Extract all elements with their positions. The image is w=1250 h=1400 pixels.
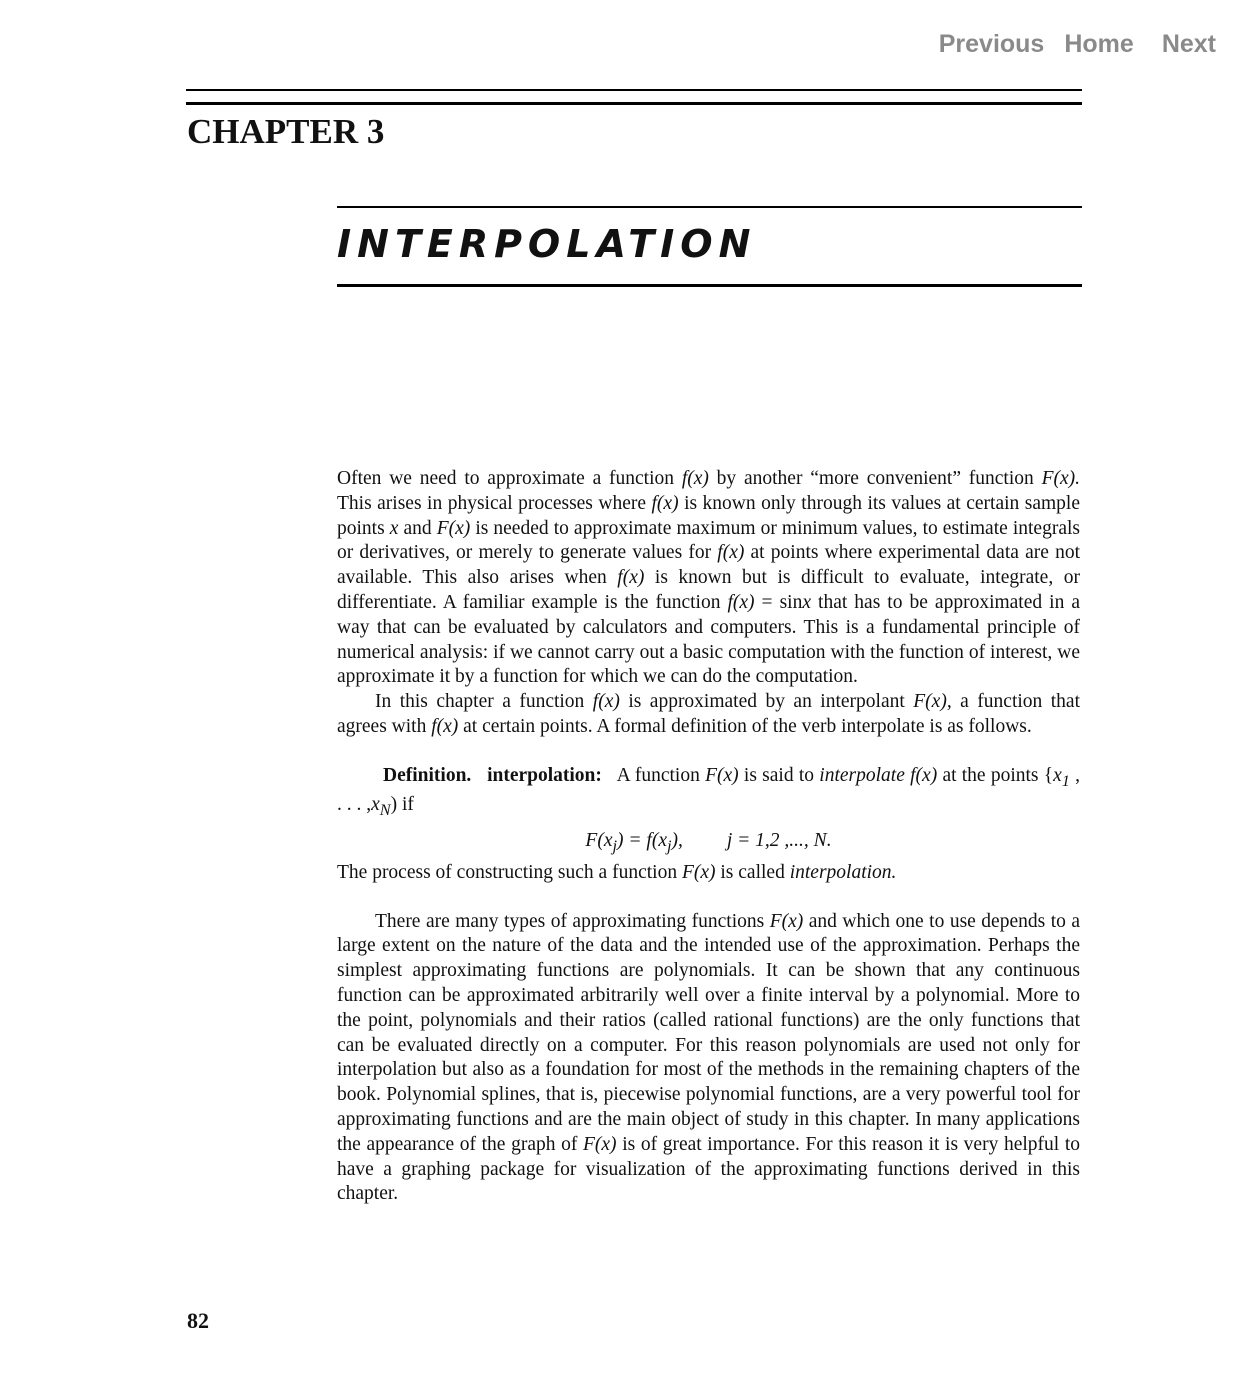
math: f(x) xyxy=(431,715,459,737)
math: f(x) xyxy=(727,591,755,613)
subscript: j xyxy=(666,837,672,856)
paragraph-intro xyxy=(337,467,1080,690)
equation-part: ), xyxy=(671,830,683,852)
math: f(x) xyxy=(617,567,645,589)
text: and which one to use depends to a large extent on the nature of the data and the intended use of the approximation. Perhaps the simplest approximating functions are polynomials. It can be shown that any continuous function can be approximated arbitrarily well over a finite interval by a polynomial. More to the point, polynomials and their ratios (called rational functions) are the only functions that can be evaluated directly on a computer. For this reason polynomials are used not only for interpolation but also as a foundation for most of the methods in the remaining chapters of the book. Polynomial splines, that is, piecewise polynomial functions, are a very powerful tool for approximating functions and are the main object of study in this chapter. In many applications the appearance of the graph of xyxy=(337,910,1080,1155)
text: is approximated by an interpolant xyxy=(619,691,914,713)
text: is called xyxy=(715,861,790,883)
text: This arises in physical processes where xyxy=(337,492,652,514)
math: x xyxy=(802,591,811,613)
emphasis: interpolation. xyxy=(789,861,897,883)
text: is said to xyxy=(738,764,820,786)
text: There are many types of approximating functions xyxy=(375,910,770,932)
math: F(x). xyxy=(1041,468,1080,489)
definition-block xyxy=(337,764,1080,823)
subscript: 1 xyxy=(1061,771,1070,790)
text: The process of constructing such a function xyxy=(337,861,682,883)
navigation xyxy=(939,30,1216,59)
chapter-label: CHAPTER 3 xyxy=(187,112,385,151)
math: x xyxy=(371,794,380,816)
chapter-body xyxy=(337,467,1080,1207)
equation-part: ) = f(x xyxy=(617,830,667,852)
definition-label: Definition. xyxy=(383,764,472,786)
text: at certain points. A formal definition of the verb interpolate is as follows. xyxy=(458,715,1032,737)
interpolation-equation xyxy=(337,829,1080,859)
math: x xyxy=(1053,764,1062,786)
text: = sin xyxy=(754,591,803,613)
math: f(x) xyxy=(717,542,745,564)
top-rule-thin xyxy=(186,89,1082,91)
text: In this chapter a function xyxy=(375,691,593,713)
paragraph-interpolant xyxy=(337,690,1080,740)
math: F(x) xyxy=(583,1133,617,1155)
math: x xyxy=(389,517,399,539)
text: A function xyxy=(612,764,706,786)
text: is known but is difficult to evaluate, integrate, or differentiate. A familiar example is the function xyxy=(337,567,1080,613)
text: that has to be approximated in a way that can be evaluated by calculators and computers. This is a fundamental principle of numerical analysis: if we cannot carry out a basic computation with the function of interest, we approximate it by a function for which we can do the computation. xyxy=(337,591,1080,688)
previous-link[interactable]: Previous xyxy=(938,30,1045,58)
math: f(x) xyxy=(681,468,709,489)
math: F(x) xyxy=(769,910,804,932)
text: ) if xyxy=(390,794,414,816)
math: f(x) xyxy=(910,764,938,786)
next-link[interactable]: Next xyxy=(1161,30,1216,58)
emphasis: interpolate xyxy=(819,764,905,786)
text: and xyxy=(398,517,437,539)
text: by another “more convenient” function xyxy=(708,468,1042,489)
math: F(x), xyxy=(913,691,952,713)
equation-part: F(x xyxy=(585,830,613,852)
math: F(x) xyxy=(681,861,716,883)
paragraph-polynomials xyxy=(337,910,1080,1208)
text: Often we need to approximate a function xyxy=(337,468,682,489)
text: , . . . , xyxy=(337,764,1081,816)
equation-range: j = 1,2 ,..., N. xyxy=(726,830,832,852)
title-rule-top xyxy=(337,206,1082,208)
math: F(x) xyxy=(705,764,739,786)
page-number: 82 xyxy=(187,1308,209,1333)
chapter-title: INTERPOLATION xyxy=(337,222,757,266)
math: f(x) xyxy=(592,691,620,713)
home-link[interactable]: Home xyxy=(1064,30,1134,58)
text: a function that agrees with xyxy=(337,691,1080,737)
text: at points where experimental data are not available. This also arises when xyxy=(337,542,1080,589)
math: F(x) xyxy=(436,517,471,539)
subscript: j xyxy=(612,837,617,856)
title-rule-bottom xyxy=(337,284,1082,287)
paragraph-process xyxy=(337,861,1080,886)
text: is needed to approximate maximum or minimum values, to estimate integrals or derivatives, or merely to generate values for xyxy=(337,517,1080,564)
math: f(x) xyxy=(651,492,679,514)
text: is of great importance. For this reason it is very helpful to have a graphing package for visualization of the approximating functions derived in this chapter. xyxy=(337,1133,1080,1205)
subscript: N xyxy=(379,801,391,820)
top-rule-thick xyxy=(186,102,1082,105)
definition-term: interpolation: xyxy=(487,764,602,786)
text: is known only through its values at certain sample points xyxy=(337,492,1080,539)
text: at the points { xyxy=(937,764,1054,786)
